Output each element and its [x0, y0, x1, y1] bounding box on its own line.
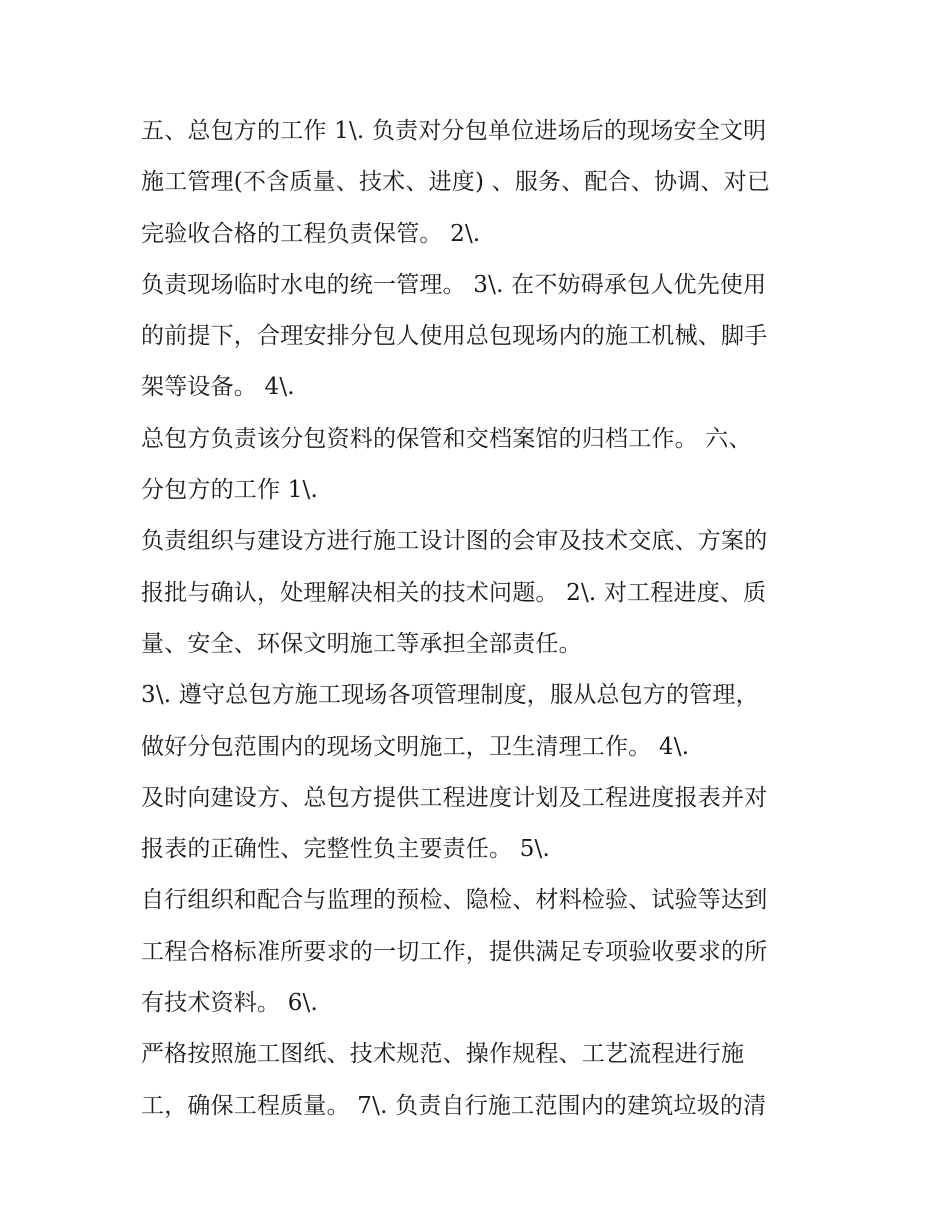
text-line: 量、安全、环保文明施工等承担全部责任。 [141, 630, 582, 657]
text-line: 报表的正确性、完整性负主要责任。 5\. [141, 836, 551, 863]
text-line: 五、总包方的工作 1\. 负责对分包单位进场后的现场安全文明 [141, 118, 767, 144]
text-line: 报批与确认，处理解决相关的技术问题。 2\. 对工程进度、质 [141, 579, 767, 606]
text-line: 工，确保工程质量。 7\. 负责自行施工范围内的建筑垃圾的清 [141, 1092, 767, 1119]
text-line: 工程合格标准所要求的一切工作，提供满足专项验收要求的所 [141, 938, 768, 965]
text-line: 的前提下，合理安排分包人使用总包现场内的施工机械、脚手 [141, 323, 768, 350]
text-line: 分包方的工作 1\. [141, 477, 319, 504]
text-line: 施工管理(不含质量、技术、进度) 、服务、配合、协调、对已 [141, 169, 771, 196]
text-line: 负责现场临时水电的统一管理。 3\. 在不妨碍承包人优先使用 [141, 271, 767, 298]
text-line: 自行组织和配合与监理的预检、隐检、材料检验、试验等达到 [141, 887, 768, 914]
text-line: 负责组织与建设方进行施工设计图的会审及技术交底、方案的 [141, 528, 768, 555]
text-line: 严格按照施工图纸、技术规范、操作规程、工艺流程进行施 [141, 1041, 745, 1068]
document-body [141, 106, 821, 1132]
text-line: 架等设备。 4\. [141, 374, 295, 401]
text-line: 3\. 遵守总包方施工现场各项管理制度，服从总包方的管理， [141, 682, 759, 709]
text-line: 有技术资料。 6\. [141, 990, 319, 1017]
text-line: 完验收合格的工程负责保管。 2\. [141, 220, 481, 247]
text-line: 总包方负责该分包资料的保管和交档案馆的归档工作。 六、 [141, 425, 752, 452]
text-line: 及时向建设方、总包方提供工程进度计划及工程进度报表并对 [141, 784, 768, 811]
text-line: 做好分包范围内的现场文明施工，卫生清理工作。 4\. [141, 733, 690, 760]
